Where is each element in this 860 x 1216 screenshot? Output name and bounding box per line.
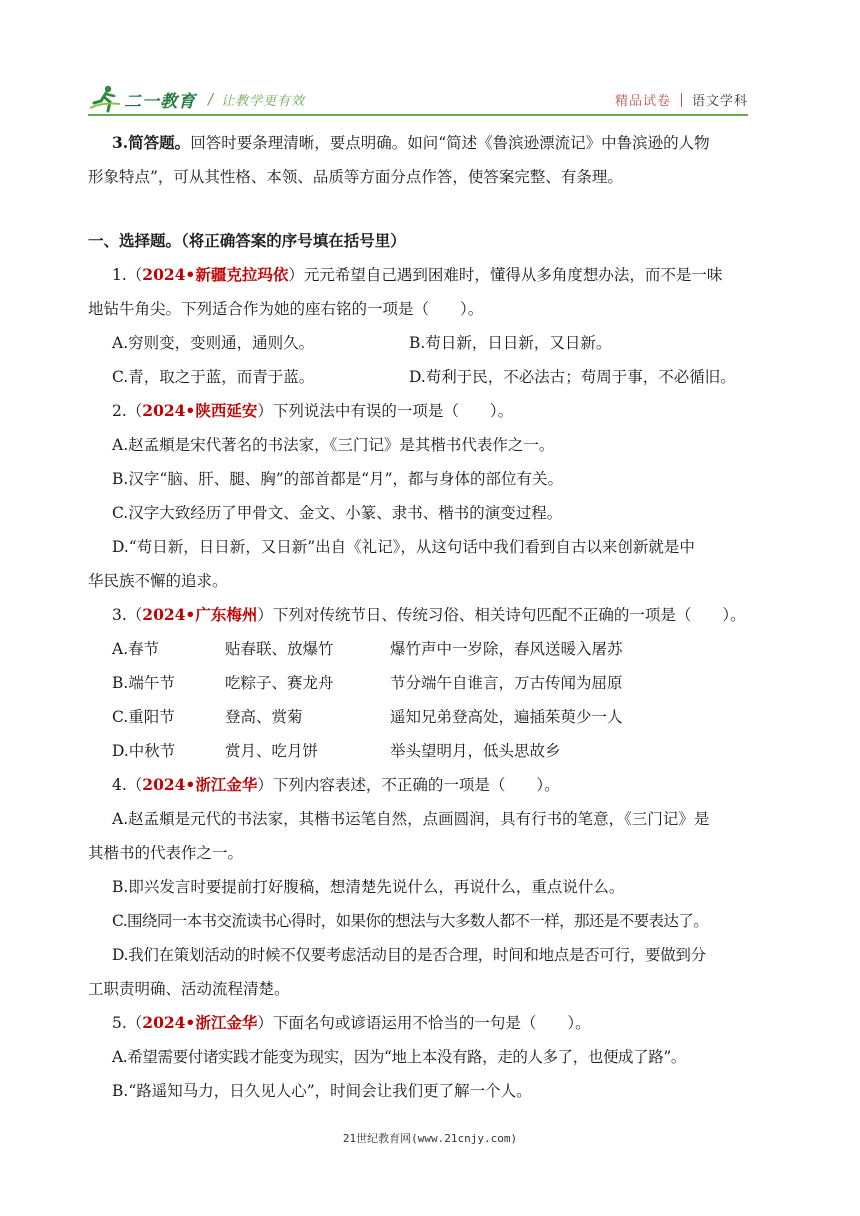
q3-a-poem: 爆竹声中一岁除，春风送暖入屠苏 bbox=[390, 640, 623, 658]
q2-option-d: D.“苟日新，日日新，又日新”出自《礼记》，从这句话中我们看到自古以来创新就是中 bbox=[112, 538, 695, 556]
q1-option-b: B.苟日新，日日新，又日新。 bbox=[409, 334, 612, 352]
q1-option-c: C.青，取之于蓝，而青于蓝。 bbox=[112, 368, 315, 386]
q4-option-a-cont: 其楷书的代表作之一。 bbox=[88, 844, 244, 862]
page-footer: 21世纪教育网(www.21cnjy.com) bbox=[342, 1132, 518, 1145]
tag-premium-paper: 精品试卷 bbox=[614, 94, 671, 109]
question-3 bbox=[88, 598, 778, 632]
q3-c-custom: 登高、赏菊 bbox=[225, 708, 303, 726]
logo-slogan: 让教学更有效 bbox=[221, 93, 306, 109]
question-5 bbox=[88, 1006, 778, 1040]
intro-text-1: 回答时要条理清晰，要点明确。如问“简述《鲁滨逊漂流记》中鲁滨逊的人物 bbox=[190, 134, 710, 152]
q2-text: ）下列说法中有误的一项是（ ）。 bbox=[257, 402, 514, 420]
q3-b-festival: B.端午节 bbox=[112, 674, 175, 692]
q3-option-c bbox=[88, 700, 778, 734]
q3-num: 3.（ bbox=[112, 606, 143, 624]
q1-options-row-1 bbox=[88, 326, 778, 360]
header-tags bbox=[615, 90, 748, 109]
q1-text: ）元元希望自己遇到困难时，懂得从多角度想办法，而不是一味 bbox=[288, 266, 723, 284]
q3-c-poem: 遥知兄弟登高处，遍插茱萸少一人 bbox=[390, 708, 623, 726]
q3-d-festival: D.中秋节 bbox=[112, 742, 176, 760]
q4-option-c: C.围绕同一本书交流读书心得时，如果你的想法与大多数人都不一样，那还是不要表达了。 bbox=[112, 912, 709, 930]
runner-logo-icon bbox=[88, 84, 122, 114]
q1-text-2: 地钻牛角尖。下列适合作为她的座右铭的一项是（ ）。 bbox=[88, 300, 484, 318]
q5-num: 5.（ bbox=[112, 1014, 143, 1032]
logo-name: 二一教育 bbox=[124, 91, 196, 112]
q3-source: 2024•广东梅州 bbox=[142, 605, 258, 624]
q3-b-custom: 吃粽子、赛龙舟 bbox=[225, 674, 334, 692]
q2-option-c: C.汉字大致经历了甲骨文、金文、小篆、隶书、楷书的演变过程。 bbox=[112, 504, 563, 522]
intro-line-2: 形象特点”，可从其性格、本领、品质等方面分点作答，使答案完整、有条理。 bbox=[88, 168, 623, 186]
document-body bbox=[88, 126, 778, 1108]
logo bbox=[88, 84, 305, 114]
page-header bbox=[88, 84, 748, 118]
q5-option-a: A.希望需要付诸实践才能变为现实，因为“地上本没有路，走的人多了，也便成了路”。 bbox=[112, 1048, 686, 1066]
q4-option-b: B.即兴发言时要提前打好腹稿，想清楚先说什么，再说什么，重点说什么。 bbox=[112, 878, 625, 896]
logo-divider: / bbox=[208, 90, 214, 108]
q3-d-poem: 举头望明月，低头思故乡 bbox=[390, 742, 561, 760]
q4-option-d: D.我们在策划活动的时候不仅要考虑活动目的是否合理，时间和地点是否可行，要做到分 bbox=[112, 946, 706, 964]
question-2 bbox=[88, 394, 778, 428]
q4-text: ）下列内容表述，不正确的一项是（ ）。 bbox=[257, 776, 560, 794]
q1-options-row-2 bbox=[88, 360, 778, 394]
q3-b-poem: 节分端午自谁言，万古传闻为屈原 bbox=[390, 674, 623, 692]
tag-subject: 语文学科 bbox=[691, 94, 748, 109]
question-1 bbox=[88, 258, 778, 292]
q3-a-custom: 贴春联、放爆竹 bbox=[225, 640, 334, 658]
question-4 bbox=[88, 768, 778, 802]
q4-num: 4.（ bbox=[112, 776, 143, 794]
q3-d-custom: 赏月、吃月饼 bbox=[225, 742, 319, 760]
q3-c-festival: C.重阳节 bbox=[112, 708, 175, 726]
q4-source: 2024•浙江金华 bbox=[142, 775, 258, 794]
q1-option-d: D.苟利于民，不必法古；苟周于事，不必循旧。 bbox=[409, 368, 736, 386]
q3-option-a bbox=[88, 632, 778, 666]
intro-bold: 3.简答题。 bbox=[112, 133, 191, 152]
q3-option-b bbox=[88, 666, 778, 700]
q2-option-d-cont: 华民族不懈的追求。 bbox=[88, 572, 228, 590]
q5-option-b: B.“路遥知马力，日久见人心”，时间会让我们更了解一个人。 bbox=[112, 1082, 532, 1100]
header-rule bbox=[88, 114, 748, 116]
q3-a-festival: A.春节 bbox=[112, 640, 160, 658]
q1-source: 2024•新疆克拉玛依 bbox=[142, 265, 289, 284]
q1-option-a: A.穷则变，变则通，通则久。 bbox=[112, 334, 315, 352]
q5-text: ）下面名句或谚语运用不恰当的一句是（ ）。 bbox=[257, 1014, 591, 1032]
q2-num: 2.（ bbox=[112, 402, 143, 420]
q4-option-a: A.赵孟頫是元代的书法家，其楷书运笔自然，点画圆润，具有行书的笔意，《三门记》是 bbox=[112, 810, 710, 828]
q3-text: ）下列对传统节日、传统习俗、相关诗句匹配不正确的一项是（ ）。 bbox=[257, 606, 746, 624]
q1-num: 1.（ bbox=[112, 266, 143, 284]
q5-source: 2024•浙江金华 bbox=[142, 1013, 258, 1032]
intro-line-1 bbox=[88, 126, 778, 160]
q2-option-b: B.汉字“脑、肝、腿、胸”的部首都是“月”，都与身体的部位有关。 bbox=[112, 470, 564, 488]
q2-source: 2024•陕西延安 bbox=[142, 401, 258, 420]
q4-option-d-cont: 工职责明确、活动流程清楚。 bbox=[88, 980, 290, 998]
q2-option-a: A.赵孟頫是宋代著名的书法家，《三门记》是其楷书代表作之一。 bbox=[112, 436, 555, 454]
section-title: 一、选择题。（将正确答案的序号填在括号里） bbox=[88, 231, 406, 250]
tag-divider bbox=[681, 93, 682, 107]
q3-option-d bbox=[88, 734, 778, 768]
